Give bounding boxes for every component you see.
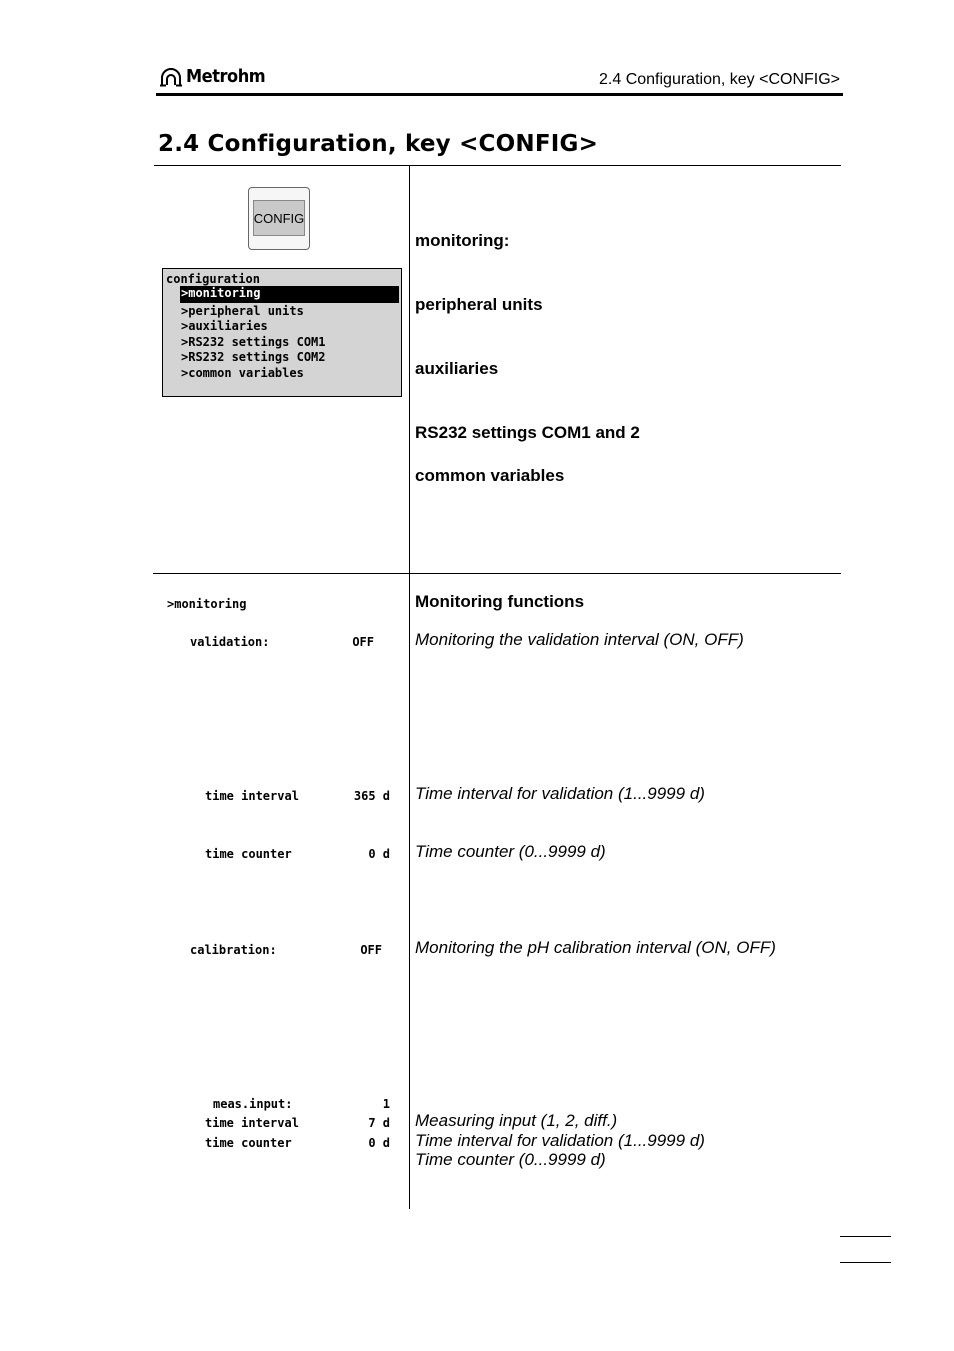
validation-counter-label: time counter (205, 847, 292, 861)
label-rs232-settings: RS232 settings COM1 and 2 (415, 423, 640, 442)
lcd-item: >RS232 settings COM1 (181, 335, 326, 349)
lcd-item: >common variables (181, 366, 304, 380)
calibration-label: calibration: (190, 943, 277, 957)
section-rule (153, 573, 841, 574)
lcd-item-selected: >monitoring (180, 286, 399, 303)
monitoring-heading: Monitoring functions (415, 592, 585, 611)
lcd-item: >RS232 settings COM2 (181, 350, 326, 364)
header-rule (156, 93, 843, 96)
validation-value: OFF (352, 635, 374, 649)
calibration-value: OFF (360, 943, 382, 957)
label-common-variables: common variables (415, 466, 565, 485)
calibration-counter-label: time counter (205, 1136, 292, 1150)
calibration-counter-value: 0 d (368, 1136, 390, 1150)
label-peripheral-units: peripheral units (415, 295, 543, 314)
lcd-item: >peripheral units (181, 304, 304, 318)
footer-rule-bottom (840, 1262, 891, 1263)
validation-label: validation: (190, 635, 270, 649)
brand-name: Metrohm (186, 66, 266, 87)
footer-rule-top (840, 1236, 891, 1237)
validation-interval-value: 365 d (353, 789, 390, 803)
validation-desc: Monitoring the validation interval (ON, OFF) (415, 630, 744, 649)
meas-input-desc: Measuring input (1, 2, diff.) (415, 1111, 618, 1130)
calibration-interval-value: 7 d (368, 1116, 390, 1130)
monitoring-heading-code: >monitoring (167, 597, 247, 611)
page-title: 2.4 Configuration, key <CONFIG> (158, 131, 599, 157)
config-key-label: CONFIG (253, 200, 305, 236)
column-divider (409, 166, 410, 1209)
validation-interval-desc: Time interval for validation (1...9999 d) (415, 784, 705, 803)
label-monitoring: monitoring: (415, 231, 510, 250)
validation-counter-desc: Time counter (0...9999 d) (415, 842, 606, 861)
lcd-title: configuration (166, 272, 260, 286)
config-key[interactable] (248, 187, 310, 250)
calibration-interval-desc: Time interval for validation (1...9999 d) (415, 1131, 705, 1150)
calibration-desc: Monitoring the pH calibration interval (ON, OFF) (415, 938, 776, 957)
header-section-ref: 2.4 Configuration, key <CONFIG> (599, 71, 840, 88)
calibration-interval-label: time interval (205, 1116, 299, 1130)
metrohm-logo (160, 66, 274, 87)
title-rule (154, 165, 841, 166)
lcd-item: >auxiliaries (181, 319, 268, 333)
validation-counter-value: 0 d (368, 847, 390, 861)
meas-input-value: 1 (382, 1097, 390, 1111)
lcd-display (162, 268, 402, 397)
metrohm-logo-icon (160, 67, 182, 87)
label-auxiliaries: auxiliaries (415, 359, 499, 378)
meas-input-label: meas.input: (213, 1097, 293, 1111)
calibration-counter-desc: Time counter (0...9999 d) (415, 1150, 606, 1169)
validation-interval-label: time interval (205, 789, 299, 803)
